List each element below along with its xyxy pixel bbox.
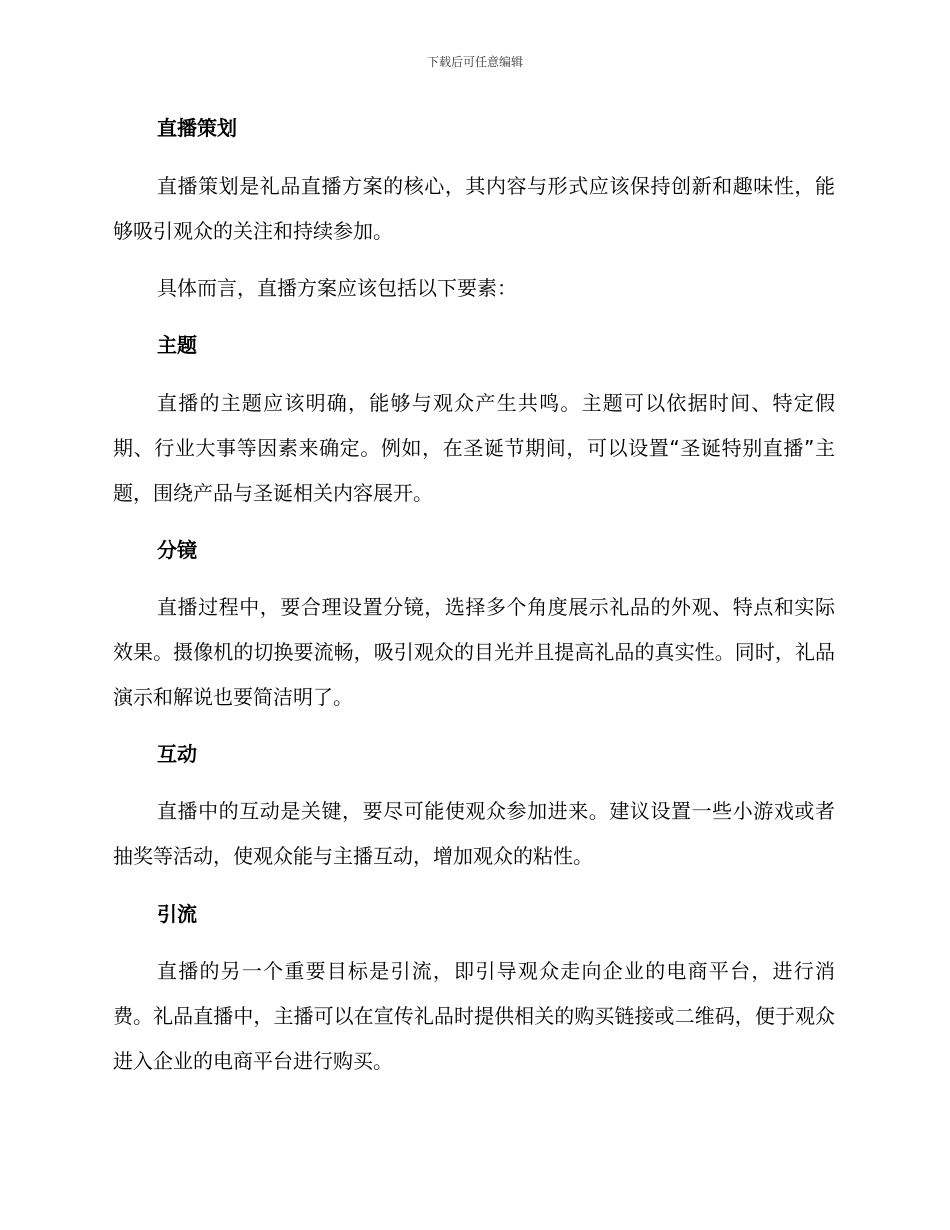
section-heading-theme: 主题: [157, 333, 197, 357]
section-heading-storyboard: 分镜: [157, 538, 197, 562]
paragraph-storyboard: 直播过程中，要合理设置分镜，选择多个角度展示礼品的外观、特点和实际效果。摄像机的切换要流畅，吸引观众的目光并且提高礼品的真实性。同时，礼品演示和解说也要简洁明了。: [113, 595, 835, 709]
paragraph-planning-intro: 直播策划是礼品直播方案的核心，其内容与形式应该保持创新和趣味性，能够吸引观众的关注和持续参加。: [113, 174, 835, 243]
paragraph-interaction: 直播中的互动是关键，要尽可能使观众参加进来。建议设置一些小游戏或者抽奖等活动，使观众能与主播互动，增加观众的粘性。: [113, 799, 835, 868]
section-heading-livestream-planning: 直播策划: [157, 116, 237, 140]
page-header-note: 下载后可任意编辑: [426, 55, 523, 69]
paragraph-theme: 直播的主题应该明确，能够与观众产生共鸣。主题可以依据时间、特定假期、行业大事等因素来确定。例如，在圣诞节期间，可以设置“圣诞特别直播”主题，围绕产品与圣诞相关内容展开。: [113, 391, 835, 505]
section-heading-traffic: 引流: [157, 902, 197, 926]
section-heading-interaction: 互动: [157, 742, 197, 766]
paragraph-traffic: 直播的另一个重要目标是引流，即引导观众走向企业的电商平台，进行消费。礼品直播中，主播可以在宣传礼品时提供相关的购买链接或二维码，便于观众进入企业的电商平台进行购买。: [113, 959, 835, 1073]
paragraph-elements-intro: 具体而言，直播方案应该包括以下要素：: [157, 276, 517, 300]
